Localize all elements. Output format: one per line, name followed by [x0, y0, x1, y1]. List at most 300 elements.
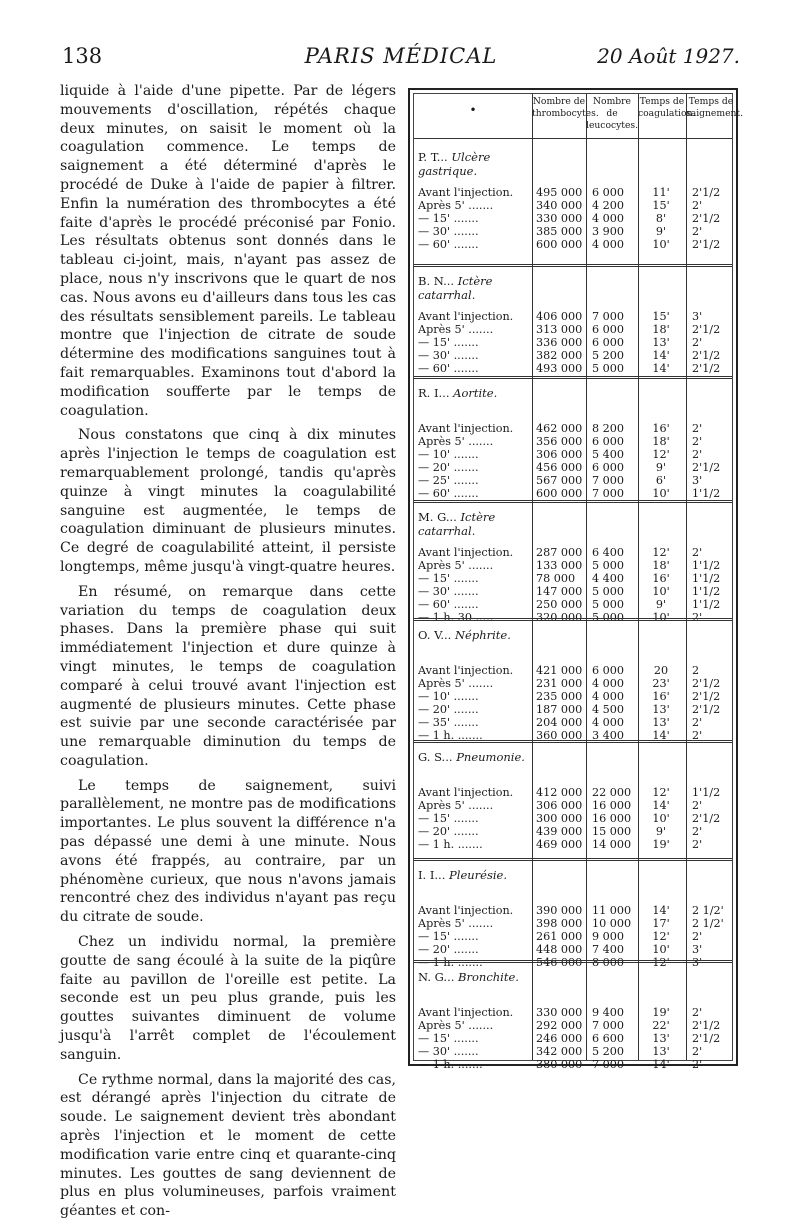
cell-saignement: 2': [692, 336, 703, 349]
table-row: [414, 917, 732, 930]
table-row: [414, 422, 732, 435]
row-label: — 20' .......: [418, 825, 479, 838]
cell-coagulation: 12': [652, 448, 670, 461]
cell-thrombocytes: 306 000: [536, 448, 583, 461]
cell-leucocytes: 9 400: [592, 1006, 625, 1019]
row-label: — 15' .......: [418, 930, 479, 943]
cell-thrombocytes: 390 000: [536, 904, 583, 917]
table-row: [414, 212, 732, 225]
patient-diagnosis: Pneumonie.: [456, 750, 525, 764]
row-label: — 1 h. .......: [418, 838, 483, 851]
cell-coagulation: 13': [652, 336, 670, 349]
table-row: [414, 690, 732, 703]
cell-saignement: 2'1/2: [692, 186, 721, 199]
cell-saignement: 2': [692, 611, 703, 624]
cell-coagulation: 18': [652, 323, 670, 336]
cell-coagulation: 10': [652, 487, 670, 500]
cell-leucocytes: 5 000: [592, 362, 625, 375]
row-label: — 15' .......: [418, 572, 479, 585]
cell-thrombocytes: 204 000: [536, 716, 583, 729]
cell-saignement: 2: [692, 664, 700, 677]
cell-coagulation: 9': [655, 825, 667, 838]
cell-leucocytes: 6 000: [592, 336, 625, 349]
row-label: Avant l'injection.: [418, 664, 514, 677]
header-coagulation: Temps de coagulation.: [638, 96, 696, 119]
cell-thrombocytes: 495 000: [536, 186, 583, 199]
row-label: — 60' .......: [418, 362, 479, 375]
table-row: [414, 336, 732, 349]
row-label: — 30' .......: [418, 585, 479, 598]
table-row: [414, 238, 732, 251]
table-row: [414, 546, 732, 559]
block-separator: [414, 500, 732, 503]
table-row: [414, 1032, 732, 1045]
cell-coagulation: 10': [652, 943, 670, 956]
cell-saignement: 1'1/2: [692, 487, 721, 500]
cell-thrombocytes: 406 000: [536, 310, 583, 323]
cell-leucocytes: 4 000: [592, 690, 625, 703]
cell-saignement: 3': [692, 956, 703, 969]
row-label: — 1 h. .......: [418, 956, 483, 969]
cell-leucocytes: 9 000: [592, 930, 625, 943]
cell-coagulation: 12': [652, 786, 670, 799]
cell-thrombocytes: 567 000: [536, 474, 583, 487]
cell-saignement: 2': [692, 825, 703, 838]
cell-leucocytes: 14 000: [592, 838, 632, 851]
cell-thrombocytes: 600 000: [536, 487, 583, 500]
cell-saignement: 2': [692, 225, 703, 238]
table-row: [414, 943, 732, 956]
page-header: [62, 44, 740, 76]
table-row: [414, 572, 732, 585]
row-label: — 60' .......: [418, 238, 479, 251]
cell-thrombocytes: 336 000: [536, 336, 583, 349]
header-bullet: •: [469, 103, 477, 117]
cell-saignement: 2': [692, 448, 703, 461]
cell-thrombocytes: 421 000: [536, 664, 583, 677]
row-label: — 20' .......: [418, 461, 479, 474]
paragraph: Chez un individu normal, la première goutte de sang écoulé à la suite de la piqûre faite au pavillon de l'oreille est petite. La seconde est un peu plus grande, puis les gouttes suivantes diminuent de volume jusqu'à l'arrêt complet de l'écoulement sanguin.: [60, 934, 396, 1063]
cell-coagulation: 8': [655, 212, 667, 225]
cell-thrombocytes: 300 000: [536, 812, 583, 825]
cell-saignement: 2'1/2: [692, 461, 721, 474]
table-row: [414, 310, 732, 323]
cell-leucocytes: 16 000: [592, 799, 632, 812]
patient-initials: G. S...: [418, 750, 453, 764]
cell-coagulation: 9': [655, 461, 667, 474]
table-row: [414, 448, 732, 461]
cell-coagulation: 12': [652, 930, 670, 943]
issue-date: 20 Août 1927.: [597, 44, 740, 68]
cell-leucocytes: 5 400: [592, 448, 625, 461]
table-row: [414, 585, 732, 598]
cell-leucocytes: 5 000: [592, 585, 625, 598]
cell-coagulation: 15': [652, 199, 670, 212]
cell-coagulation: 9': [655, 598, 667, 611]
table-row: [414, 786, 732, 799]
row-label: — 60' .......: [418, 598, 479, 611]
row-label: — 1 h. .......: [418, 729, 483, 742]
table-row: [414, 1045, 732, 1058]
cell-saignement: 2': [692, 838, 703, 851]
row-label: Après 5' .......: [418, 435, 494, 448]
cell-leucocytes: 8 000: [592, 956, 625, 969]
cell-saignement: 1'1/2: [692, 585, 721, 598]
table-row: [414, 435, 732, 448]
table-row: [414, 186, 732, 199]
cell-coagulation: 10': [652, 812, 670, 825]
patient-diagnosis: Aortite.: [453, 386, 498, 400]
row-label: Après 5' .......: [418, 799, 494, 812]
table-row: [414, 349, 732, 362]
patient-name: [418, 150, 526, 178]
patient-diagnosis: Ictère catarrhal.: [418, 510, 496, 538]
table-row: [414, 825, 732, 838]
row-label: Avant l'injection.: [418, 186, 514, 199]
cell-leucocytes: 8 200: [592, 422, 625, 435]
row-label: Avant l'injection.: [418, 786, 514, 799]
cell-coagulation: 19': [652, 838, 670, 851]
cell-saignement: 2'1/2: [692, 349, 721, 362]
cell-coagulation: 14': [652, 349, 670, 362]
cell-coagulation: 14': [652, 799, 670, 812]
cell-coagulation: 18': [652, 559, 670, 572]
row-label: — 15' .......: [418, 812, 479, 825]
table-row: [414, 664, 732, 677]
row-label: Avant l'injection.: [418, 422, 514, 435]
cell-coagulation: 13': [652, 703, 670, 716]
cell-thrombocytes: 147 000: [536, 585, 583, 598]
cell-thrombocytes: 246 000: [536, 1032, 583, 1045]
patient-name: [418, 750, 526, 764]
table-row: [414, 1019, 732, 1032]
cell-leucocytes: 4 000: [592, 212, 625, 225]
cell-saignement: 2'1/2: [692, 212, 721, 225]
paragraph: Nous constatons que cinq à dix minutes après l'injection le temps de coagulation est remarquablement prolongé, tandis qu'après quinze à vingt minutes la coagulabilité sanguine est augmentée, le temps de coagulation diminuant de plusieurs minutes. Ce degré de coagulabilité atteint, il persiste longtemps, même jusqu'à vingt-quatre heures.: [60, 427, 396, 575]
patient-diagnosis: Néphrite.: [454, 628, 511, 642]
table-row: [414, 677, 732, 690]
cell-leucocytes: 10 000: [592, 917, 632, 930]
cell-coagulation: 9': [655, 225, 667, 238]
cell-leucocytes: 3 400: [592, 729, 625, 742]
patient-initials: R. I...: [418, 386, 450, 400]
cell-coagulation: 17': [652, 917, 670, 930]
row-label: — 20' .......: [418, 943, 479, 956]
cell-leucocytes: 5 000: [592, 559, 625, 572]
patient-name: [418, 510, 526, 538]
table-row: [414, 1006, 732, 1019]
patient-initials: N. G...: [418, 970, 455, 984]
cell-thrombocytes: 320 000: [536, 611, 583, 624]
cell-thrombocytes: 600 000: [536, 238, 583, 251]
patient-diagnosis: Bronchite.: [458, 970, 519, 984]
cell-leucocytes: 5 000: [592, 598, 625, 611]
cell-leucocytes: 6 000: [592, 186, 625, 199]
row-label: Après 5' .......: [418, 677, 494, 690]
cell-coagulation: 14': [652, 362, 670, 375]
cell-leucocytes: 4 200: [592, 199, 625, 212]
cell-leucocytes: 4 400: [592, 572, 625, 585]
patient-name: [418, 628, 526, 642]
cell-thrombocytes: 342 000: [536, 1045, 583, 1058]
cell-thrombocytes: 385 000: [536, 225, 583, 238]
cell-coagulation: 6': [655, 474, 667, 487]
cell-thrombocytes: 340 000: [536, 199, 583, 212]
cell-saignement: 2 1/2': [692, 904, 724, 917]
cell-coagulation: 10': [652, 585, 670, 598]
row-label: — 1 h. 30 .....: [418, 611, 494, 624]
cell-saignement: 2': [692, 435, 703, 448]
cell-thrombocytes: 380 000: [536, 1058, 583, 1071]
cell-leucocytes: 6 600: [592, 1032, 625, 1045]
cell-leucocytes: 5 200: [592, 1045, 625, 1058]
row-label: — 25' .......: [418, 474, 479, 487]
paragraph: Ce rythme normal, dans la majorité des cas, est dérangé après l'injection du citrate de soude. Le saignement devient très abondant après l'injection et le moment de cette modification varie entre cinq et quarante-cinq minutes. Les gouttes de sang deviennent de plus en plus volumineuses, parfois vraiment géantes et con-: [60, 1071, 396, 1220]
cell-saignement: 2': [692, 716, 703, 729]
table-row: [414, 703, 732, 716]
patient-initials: B. N...: [418, 274, 455, 288]
table-row: [414, 487, 732, 500]
cell-saignement: 2': [692, 930, 703, 943]
cell-leucocytes: 7 000: [592, 487, 625, 500]
cell-thrombocytes: 250 000: [536, 598, 583, 611]
cell-thrombocytes: 469 000: [536, 838, 583, 851]
block-separator: [414, 740, 732, 743]
cell-saignement: 2 1/2': [692, 917, 724, 930]
row-label: — 35' .......: [418, 716, 479, 729]
block-separator: [414, 960, 732, 963]
cell-leucocytes: 5 000: [592, 611, 625, 624]
cell-coagulation: 19': [652, 1006, 670, 1019]
patient-initials: I. I...: [418, 868, 446, 882]
table-header: [414, 94, 744, 139]
cell-coagulation: 15': [652, 310, 670, 323]
row-label: — 10' .......: [418, 690, 479, 703]
cell-saignement: 1'1/2: [692, 786, 721, 799]
cell-thrombocytes: 462 000: [536, 422, 583, 435]
cell-coagulation: 20: [653, 664, 669, 677]
cell-coagulation: 14': [652, 729, 670, 742]
cell-coagulation: 10': [652, 238, 670, 251]
table-row: [414, 323, 732, 336]
cell-leucocytes: 4 000: [592, 677, 625, 690]
cell-leucocytes: 6 000: [592, 435, 625, 448]
cell-coagulation: 14': [652, 1058, 670, 1071]
row-label: Avant l'injection.: [418, 310, 514, 323]
cell-thrombocytes: 330 000: [536, 1006, 583, 1019]
row-label: — 30' .......: [418, 349, 479, 362]
cell-thrombocytes: 313 000: [536, 323, 583, 336]
cell-saignement: 2'1/2: [692, 1019, 721, 1032]
row-label: Après 5' .......: [418, 917, 494, 930]
cell-leucocytes: 6 400: [592, 546, 625, 559]
cell-leucocytes: 5 200: [592, 349, 625, 362]
cell-thrombocytes: 448 000: [536, 943, 583, 956]
cell-saignement: 2'1/2: [692, 238, 721, 251]
paragraph: Le temps de saignement, suivi parallèlement, ne montre pas de modifications importantes. Le plus souvent la différence n'a pas dépassé une demi à une minute. Nous avons été frappés, au contraire, par un phénomène curieux, que nous n'avons jamais rencontré chez des individus n'ayant pas reçu du citrate de soude.: [60, 777, 396, 926]
article-text-column: [60, 82, 396, 1227]
row-label: Avant l'injection.: [418, 904, 514, 917]
table-row: [414, 838, 732, 851]
cell-saignement: 1'1/2: [692, 572, 721, 585]
cell-thrombocytes: 292 000: [536, 1019, 583, 1032]
cell-saignement: 3': [692, 310, 703, 323]
table-row: [414, 598, 732, 611]
cell-leucocytes: 6 000: [592, 664, 625, 677]
cell-coagulation: 13': [652, 1045, 670, 1058]
row-label: Avant l'injection.: [418, 1006, 514, 1019]
cell-leucocytes: 4 000: [592, 238, 625, 251]
patient-diagnosis: Ictère catarrhal.: [418, 274, 493, 302]
row-label: Après 5' .......: [418, 199, 494, 212]
patient-initials: M. G...: [418, 510, 457, 524]
patient-name: [418, 868, 526, 882]
table-row: [414, 812, 732, 825]
patient-name: [418, 970, 526, 984]
cell-thrombocytes: 78 000: [536, 572, 576, 585]
cell-leucocytes: 16 000: [592, 812, 632, 825]
block-separator: [414, 376, 732, 379]
cell-coagulation: 14': [652, 904, 670, 917]
cell-coagulation: 11': [652, 186, 670, 199]
patient-initials: P. T...: [418, 150, 448, 164]
cell-saignement: 2': [692, 199, 703, 212]
row-label: — 10' .......: [418, 448, 479, 461]
cell-saignement: 1'1/2: [692, 598, 721, 611]
page-number: 138: [62, 44, 103, 68]
paragraph: En résumé, on remarque dans cette variation du temps de coagulation deux phases. Dans la première phase qui suit immédiatement l'injection et dure quinze à vingt minutes, le temps de coagulation comparé à celui trouvé avant l'injection est augmenté de plusieurs minutes. Cette phase est suivie par une seconde caractérisée par une remarquable diminution du temps de coagulation.: [60, 583, 396, 769]
cell-coagulation: 16': [652, 690, 670, 703]
table-row: [414, 1058, 732, 1071]
cell-thrombocytes: 231 000: [536, 677, 583, 690]
cell-saignement: 2'1/2: [692, 323, 721, 336]
cell-thrombocytes: 330 000: [536, 212, 583, 225]
cell-thrombocytes: 456 000: [536, 461, 583, 474]
cell-thrombocytes: 133 000: [536, 559, 583, 572]
cell-coagulation: 12': [652, 956, 670, 969]
patient-name: [418, 386, 526, 400]
cell-leucocytes: 7 000: [592, 1019, 625, 1032]
cell-leucocytes: 7 000: [592, 474, 625, 487]
block-separator: [414, 858, 732, 861]
cell-thrombocytes: 306 000: [536, 799, 583, 812]
cell-thrombocytes: 261 000: [536, 930, 583, 943]
header-saignement: Temps de saignement.: [686, 96, 744, 119]
table-row: [414, 930, 732, 943]
header-thrombocytes: Nombre de thrombocytes.: [532, 96, 599, 119]
cell-saignement: 2': [692, 799, 703, 812]
row-label: Après 5' .......: [418, 559, 494, 572]
cell-leucocytes: 7 400: [592, 943, 625, 956]
cell-leucocytes: 11 000: [592, 904, 632, 917]
row-label: Avant l'injection.: [418, 546, 514, 559]
cell-leucocytes: 6 000: [592, 461, 625, 474]
patient-diagnosis: Pleurésie.: [449, 868, 508, 882]
cell-leucocytes: 6 000: [592, 323, 625, 336]
table-row: [414, 799, 732, 812]
cell-saignement: 2': [692, 729, 703, 742]
cell-thrombocytes: 398 000: [536, 917, 583, 930]
cell-coagulation: 22': [652, 1019, 670, 1032]
cell-thrombocytes: 412 000: [536, 786, 583, 799]
cell-thrombocytes: 439 000: [536, 825, 583, 838]
row-label: — 15' .......: [418, 336, 479, 349]
cell-thrombocytes: 287 000: [536, 546, 583, 559]
cell-saignement: 2'1/2: [692, 703, 721, 716]
row-label: — 30' .......: [418, 225, 479, 238]
cell-coagulation: 23': [652, 677, 670, 690]
row-label: Après 5' .......: [418, 323, 494, 336]
journal-title: PARIS MÉDICAL: [304, 44, 498, 68]
cell-saignement: 1'1/2: [692, 559, 721, 572]
results-table: [408, 88, 744, 1071]
cell-thrombocytes: 187 000: [536, 703, 583, 716]
table-row: [414, 225, 732, 238]
cell-saignement: 3': [692, 474, 703, 487]
paragraph: liquide à l'aide d'une pipette. Par de légers mouvements d'oscillation, répétés chaque deux minutes, on saisit le moment où la coagulation commence. Le temps de saignement a été déterminé d'après le procédé de Duke à l'aide de papier à filtrer. Enfin la numération des thrombocytes a été faite d'après le procédé préconisé par Fonio. Les résultats obtenus sont donnés dans le tableau ci-joint, mais, n'ayant pas assez de place, nous n'y inscrivons que le quart de nos cas. Nous avons eu d'ailleurs dans tous les cas des résultats sensiblement pareils. Le tableau montre que l'injection de citrate de soude détermine des modifications sanguines tout à fait remarquables. Examinons tout d'abord la modification soufferte par le temps de coagulation.: [60, 83, 396, 419]
table-row: [414, 904, 732, 917]
cell-thrombocytes: 235 000: [536, 690, 583, 703]
cell-coagulation: 13': [652, 716, 670, 729]
cell-leucocytes: 7 000: [592, 310, 625, 323]
table-row: [414, 559, 732, 572]
cell-coagulation: 16': [652, 422, 670, 435]
cell-saignement: 2'1/2: [692, 362, 721, 375]
cell-saignement: 2'1/2: [692, 812, 721, 825]
cell-thrombocytes: 360 000: [536, 729, 583, 742]
cell-thrombocytes: 546 000: [536, 956, 583, 969]
cell-coagulation: 16': [652, 572, 670, 585]
cell-thrombocytes: 382 000: [536, 349, 583, 362]
block-separator: [414, 264, 732, 267]
cell-saignement: 2': [692, 1006, 703, 1019]
row-label: — 15' .......: [418, 212, 479, 225]
block-separator: [414, 618, 732, 621]
cell-leucocytes: 4 500: [592, 703, 625, 716]
cell-saignement: 2'1/2: [692, 690, 721, 703]
cell-saignement: 2': [692, 1045, 703, 1058]
cell-thrombocytes: 356 000: [536, 435, 583, 448]
cell-coagulation: 10': [652, 611, 670, 624]
row-label: — 20' .......: [418, 703, 479, 716]
patient-initials: O. V...: [418, 628, 452, 642]
table-row: [414, 461, 732, 474]
cell-saignement: 2': [692, 1058, 703, 1071]
cell-coagulation: 13': [652, 1032, 670, 1045]
cell-saignement: 3': [692, 943, 703, 956]
cell-saignement: 2': [692, 422, 703, 435]
table-row: [414, 362, 732, 375]
cell-coagulation: 12': [652, 546, 670, 559]
header-leucocytes: Nombre de leucocytes.: [586, 96, 639, 131]
cell-thrombocytes: 493 000: [536, 362, 583, 375]
cell-leucocytes: 22 000: [592, 786, 632, 799]
patient-diagnosis: Ulcère gastrique.: [418, 150, 491, 178]
cell-leucocytes: 15 000: [592, 825, 632, 838]
table-row: [414, 474, 732, 487]
cell-saignement: 2'1/2: [692, 1032, 721, 1045]
cell-leucocytes: 4 000: [592, 716, 625, 729]
cell-saignement: 2'1/2: [692, 677, 721, 690]
patient-name: [418, 274, 526, 302]
row-label: — 30' .......: [418, 1045, 479, 1058]
cell-coagulation: 18': [652, 435, 670, 448]
table-row: [414, 716, 732, 729]
cell-saignement: 2': [692, 546, 703, 559]
cell-leucocytes: 3 900: [592, 225, 625, 238]
table-row: [414, 199, 732, 212]
row-label: — 15' .......: [418, 1032, 479, 1045]
